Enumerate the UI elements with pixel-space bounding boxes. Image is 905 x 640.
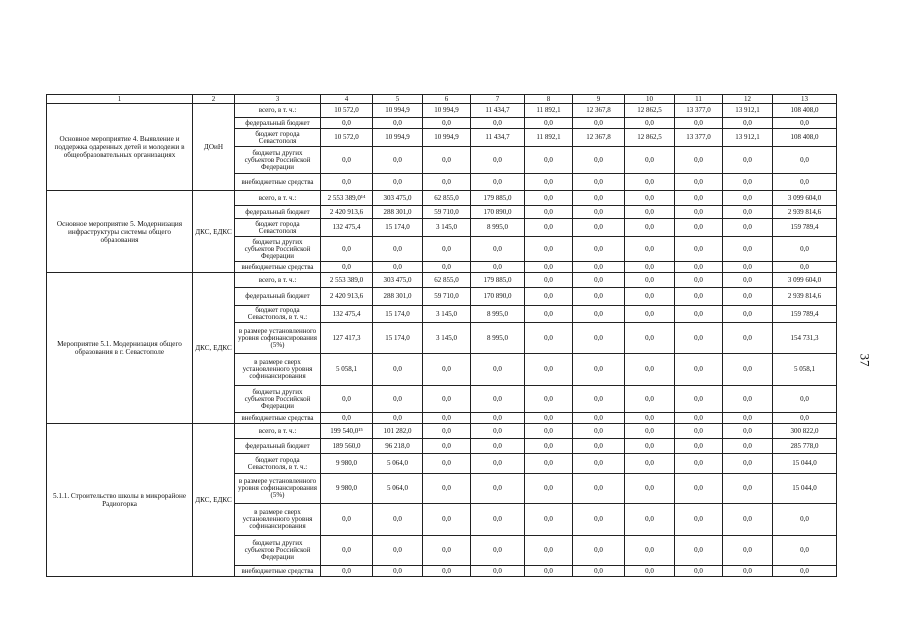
value-cell: 0,0: [625, 306, 675, 323]
value-cell: 0,0: [625, 566, 675, 577]
value-cell: 0,0: [573, 536, 625, 566]
value-cell: 0,0: [573, 439, 625, 454]
value-cell: 0,0: [525, 454, 573, 474]
total-value-cell: 0,0: [773, 536, 837, 566]
total-value-cell: 0,0: [773, 118, 837, 129]
total-value-cell: 15 044,0: [773, 454, 837, 474]
value-cell: 0,0: [525, 354, 573, 386]
value-cell: 0,0: [471, 474, 525, 504]
value-cell: 132 475,4: [321, 306, 373, 323]
value-cell: 0,0: [423, 566, 471, 577]
value-cell: 11 892,1: [525, 104, 573, 118]
value-cell: 0,0: [625, 147, 675, 174]
funding-source-label: бюджеты других субъектов Российской Федерации: [235, 536, 321, 566]
value-cell: 0,0: [675, 147, 723, 174]
value-cell: 0,0: [723, 174, 773, 191]
value-cell: 0,0: [525, 306, 573, 323]
total-value-cell: 3 099 604,0: [773, 273, 837, 288]
value-cell: 11 892,1: [525, 129, 573, 147]
total-value-cell: 108 408,0: [773, 129, 837, 147]
value-cell: 0,0: [423, 262, 471, 273]
value-cell: 0,0: [525, 118, 573, 129]
column-number-header: 2: [193, 95, 235, 104]
value-cell: 0,0: [675, 439, 723, 454]
value-cell: 0,0: [723, 474, 773, 504]
value-cell: 0,0: [675, 237, 723, 262]
value-cell: 59 710,0: [423, 288, 471, 306]
value-cell: 0,0: [675, 566, 723, 577]
value-cell: 0,0: [723, 306, 773, 323]
column-number-header: 3: [235, 95, 321, 104]
value-cell: 0,0: [423, 439, 471, 454]
column-number-header: 11: [675, 95, 723, 104]
value-cell: 0,0: [625, 386, 675, 413]
funding-source-label: внебюджетные средства: [235, 174, 321, 191]
value-cell: 0,0: [471, 386, 525, 413]
value-cell: 0,0: [321, 386, 373, 413]
value-cell: 0,0: [423, 536, 471, 566]
value-cell: 0,0: [625, 288, 675, 306]
value-cell: 0,0: [625, 413, 675, 424]
value-cell: 0,0: [573, 174, 625, 191]
activity-name: 5.1.1. Строительство школы в микрорайоне Радиогорка: [47, 424, 193, 577]
value-cell: 0,0: [723, 439, 773, 454]
value-cell: 0,0: [471, 118, 525, 129]
value-cell: 0,0: [321, 413, 373, 424]
value-cell: 0,0: [723, 191, 773, 206]
budget-table-container: [46, 94, 836, 577]
value-cell: 0,0: [525, 262, 573, 273]
value-cell: 0,0: [573, 474, 625, 504]
value-cell: 0,0: [675, 504, 723, 536]
value-cell: 0,0: [471, 413, 525, 424]
value-cell: 0,0: [675, 536, 723, 566]
value-cell: 2 420 913,6: [321, 206, 373, 219]
value-cell: 8 995,0: [471, 306, 525, 323]
funding-source-label: бюджеты других субъектов Российской Федерации: [235, 147, 321, 174]
funding-source-label: бюджет города Севастополя, в т. ч.:: [235, 454, 321, 474]
value-cell: 0,0: [573, 354, 625, 386]
value-cell: 0,0: [625, 219, 675, 237]
total-value-cell: 300 822,0: [773, 424, 837, 439]
value-cell: 0,0: [625, 273, 675, 288]
value-cell: 0,0: [723, 323, 773, 354]
total-value-cell: 0,0: [773, 413, 837, 424]
value-cell: 0,0: [471, 237, 525, 262]
funding-source-label: бюджет города Севастополя: [235, 219, 321, 237]
total-value-cell: 3 099 604,0: [773, 191, 837, 206]
total-value-cell: 15 044,0: [773, 474, 837, 504]
total-value-cell: 5 058,1: [773, 354, 837, 386]
value-cell: 0,0: [675, 273, 723, 288]
value-cell: 0,0: [525, 536, 573, 566]
value-cell: 0,0: [525, 474, 573, 504]
value-cell: 170 890,0: [471, 288, 525, 306]
value-cell: 0,0: [625, 206, 675, 219]
value-cell: 0,0: [573, 386, 625, 413]
total-value-cell: 2 939 814,6: [773, 288, 837, 306]
value-cell: 0,0: [525, 439, 573, 454]
value-cell: 0,0: [373, 504, 423, 536]
column-number-header: 10: [625, 95, 675, 104]
column-number-header: 7: [471, 95, 525, 104]
value-cell: 0,0: [675, 323, 723, 354]
value-cell: 9 980,0: [321, 474, 373, 504]
total-value-cell: 0,0: [773, 504, 837, 536]
column-number-header: 12: [723, 95, 773, 104]
value-cell: 0,0: [423, 147, 471, 174]
value-cell: 132 475,4: [321, 219, 373, 237]
executor-cell: ДКС, ЕДКС: [193, 191, 235, 273]
value-cell: 0,0: [625, 536, 675, 566]
value-cell: 0,0: [675, 288, 723, 306]
value-cell: 0,0: [625, 323, 675, 354]
value-cell: 0,0: [675, 386, 723, 413]
value-cell: 5 058,1: [321, 354, 373, 386]
value-cell: 0,0: [373, 536, 423, 566]
value-cell: 0,0: [723, 424, 773, 439]
value-cell: 15 174,0: [373, 306, 423, 323]
value-cell: 0,0: [573, 262, 625, 273]
funding-source-label: всего, в т. ч.:: [235, 273, 321, 288]
value-cell: 0,0: [723, 273, 773, 288]
value-cell: 0,0: [625, 118, 675, 129]
value-cell: 0,0: [675, 262, 723, 273]
funding-source-label: в размере сверх установленного уровня софинансирования: [235, 504, 321, 536]
funding-source-label: федеральный бюджет: [235, 439, 321, 454]
value-cell: 0,0: [625, 237, 675, 262]
value-cell: 0,0: [423, 424, 471, 439]
funding-source-label: всего, в т. ч.:: [235, 104, 321, 118]
value-cell: 0,0: [675, 424, 723, 439]
value-cell: 0,0: [675, 306, 723, 323]
total-value-cell: 0,0: [773, 386, 837, 413]
value-cell: 2 553 389,0: [321, 273, 373, 288]
value-cell: 0,0: [675, 474, 723, 504]
value-cell: 10 994,9: [423, 104, 471, 118]
value-cell: 0,0: [573, 413, 625, 424]
value-cell: 11 434,7: [471, 104, 525, 118]
total-value-cell: 159 789,4: [773, 219, 837, 237]
value-cell: 15 174,0: [373, 323, 423, 354]
value-cell: 0,0: [373, 386, 423, 413]
budget-table-body: [47, 95, 837, 577]
table-row: [47, 273, 837, 288]
total-value-cell: 108 408,0: [773, 104, 837, 118]
value-cell: 0,0: [573, 288, 625, 306]
value-cell: 179 885,0: [471, 273, 525, 288]
value-cell: 9 980,0: [321, 454, 373, 474]
value-cell: 96 218,0: [373, 439, 423, 454]
total-value-cell: 0,0: [773, 566, 837, 577]
value-cell: 288 301,0: [373, 288, 423, 306]
column-number-header: 8: [525, 95, 573, 104]
value-cell: 0,0: [525, 413, 573, 424]
value-cell: 0,0: [625, 439, 675, 454]
total-value-cell: 2 939 814,6: [773, 206, 837, 219]
value-cell: 0,0: [723, 504, 773, 536]
column-number-header: 6: [423, 95, 471, 104]
value-cell: 0,0: [525, 174, 573, 191]
value-cell: 303 475,0: [373, 191, 423, 206]
value-cell: 0,0: [675, 354, 723, 386]
funding-source-label: федеральный бюджет: [235, 288, 321, 306]
value-cell: 0,0: [625, 474, 675, 504]
value-cell: 0,0: [675, 206, 723, 219]
total-value-cell: 0,0: [773, 237, 837, 262]
value-cell: 10 572,0: [321, 104, 373, 118]
funding-source-label: всего, в т. ч.:: [235, 424, 321, 439]
value-cell: 12 862,5: [625, 104, 675, 118]
value-cell: 0,0: [373, 413, 423, 424]
value-cell: 0,0: [723, 118, 773, 129]
value-cell: 3 145,0: [423, 323, 471, 354]
value-cell: 0,0: [525, 219, 573, 237]
value-cell: 0,0: [625, 262, 675, 273]
column-number-header: 1: [47, 95, 193, 104]
funding-source-label: в размере установленного уровня софинансирования (5%): [235, 323, 321, 354]
value-cell: 0,0: [373, 237, 423, 262]
value-cell: 0,0: [471, 147, 525, 174]
value-cell: 0,0: [723, 354, 773, 386]
value-cell: 0,0: [321, 566, 373, 577]
value-cell: 0,0: [373, 262, 423, 273]
value-cell: 3 145,0: [423, 306, 471, 323]
funding-source-label: внебюджетные средства: [235, 566, 321, 577]
total-value-cell: 0,0: [773, 174, 837, 191]
value-cell: 179 885,0: [471, 191, 525, 206]
value-cell: 0,0: [625, 191, 675, 206]
value-cell: 0,0: [573, 118, 625, 129]
value-cell: 15 174,0: [373, 219, 423, 237]
total-value-cell: 154 731,3: [773, 323, 837, 354]
value-cell: 8 995,0: [471, 323, 525, 354]
value-cell: 0,0: [573, 306, 625, 323]
value-cell: 0,0: [723, 288, 773, 306]
executor-cell: ДОиН: [193, 104, 235, 191]
value-cell: 0,0: [723, 536, 773, 566]
value-cell: 0,0: [321, 504, 373, 536]
value-cell: 8 995,0: [471, 219, 525, 237]
value-cell: 0,0: [321, 118, 373, 129]
funding-source-label: бюджет города Севастополя, в т. ч.:: [235, 306, 321, 323]
executor-cell: ДКС, ЕДКС: [193, 273, 235, 424]
value-cell: 12 862,5: [625, 129, 675, 147]
total-value-cell: 159 789,4: [773, 306, 837, 323]
funding-source-label: федеральный бюджет: [235, 118, 321, 129]
value-cell: 0,0: [471, 566, 525, 577]
value-cell: 0,0: [573, 237, 625, 262]
value-cell: 0,0: [625, 504, 675, 536]
value-cell: 0,0: [625, 454, 675, 474]
page-number: 37: [857, 353, 873, 367]
value-cell: 0,0: [525, 273, 573, 288]
value-cell: 0,0: [321, 262, 373, 273]
value-cell: 101 282,0: [373, 424, 423, 439]
value-cell: 127 417,3: [321, 323, 373, 354]
value-cell: 0,0: [723, 219, 773, 237]
value-cell: 5 064,0: [373, 474, 423, 504]
value-cell: 0,0: [573, 147, 625, 174]
value-cell: 2 420 913,6: [321, 288, 373, 306]
value-cell: 303 475,0: [373, 273, 423, 288]
value-cell: 0,0: [723, 413, 773, 424]
value-cell: 0,0: [525, 288, 573, 306]
value-cell: 0,0: [471, 174, 525, 191]
value-cell: 10 994,9: [423, 129, 471, 147]
value-cell: 0,0: [723, 206, 773, 219]
value-cell: 0,0: [321, 237, 373, 262]
value-cell: 0,0: [525, 323, 573, 354]
value-cell: 0,0: [723, 237, 773, 262]
value-cell: 0,0: [573, 191, 625, 206]
value-cell: 0,0: [723, 147, 773, 174]
value-cell: 0,0: [525, 424, 573, 439]
value-cell: 0,0: [423, 474, 471, 504]
funding-source-label: бюджеты других субъектов Российской Федерации: [235, 386, 321, 413]
value-cell: 0,0: [723, 454, 773, 474]
table-row: [47, 104, 837, 118]
value-cell: 0,0: [423, 118, 471, 129]
value-cell: 0,0: [723, 262, 773, 273]
column-number-header: 4: [321, 95, 373, 104]
value-cell: 0,0: [573, 504, 625, 536]
activity-name: Мероприятие 5.1. Модернизация общего образования в г. Севастополе: [47, 273, 193, 424]
value-cell: 0,0: [723, 566, 773, 577]
table-row: [47, 191, 837, 206]
value-cell: 59 710,0: [423, 206, 471, 219]
table-row: [47, 424, 837, 439]
value-cell: 0,0: [675, 118, 723, 129]
value-cell: 0,0: [675, 219, 723, 237]
total-value-cell: 0,0: [773, 147, 837, 174]
value-cell: 10 572,0: [321, 129, 373, 147]
value-cell: 0,0: [525, 566, 573, 577]
value-cell: 2 553 389,0¹⁴: [321, 191, 373, 206]
value-cell: 0,0: [423, 454, 471, 474]
value-cell: 0,0: [625, 424, 675, 439]
funding-source-label: всего, в т. ч.:: [235, 191, 321, 206]
value-cell: 62 855,0: [423, 273, 471, 288]
value-cell: 0,0: [373, 174, 423, 191]
value-cell: 0,0: [423, 386, 471, 413]
executor-cell: ДКС, ЕДКС: [193, 424, 235, 577]
value-cell: 11 434,7: [471, 129, 525, 147]
value-cell: 199 540,0¹⁵: [321, 424, 373, 439]
value-cell: 0,0: [525, 237, 573, 262]
value-cell: 189 560,0: [321, 439, 373, 454]
value-cell: 0,0: [471, 262, 525, 273]
funding-source-label: бюджет города Севастополя: [235, 129, 321, 147]
value-cell: 0,0: [525, 386, 573, 413]
value-cell: 0,0: [471, 439, 525, 454]
activity-name: Основное мероприятие 5. Модернизация инфраструктуры системы общего образования: [47, 191, 193, 273]
value-cell: 5 064,0: [373, 454, 423, 474]
value-cell: 13 377,0: [675, 129, 723, 147]
value-cell: 0,0: [525, 206, 573, 219]
value-cell: 0,0: [373, 566, 423, 577]
value-cell: 0,0: [321, 536, 373, 566]
funding-source-label: федеральный бюджет: [235, 206, 321, 219]
value-cell: 0,0: [471, 424, 525, 439]
value-cell: 0,0: [675, 174, 723, 191]
value-cell: 12 367,8: [573, 104, 625, 118]
value-cell: 0,0: [373, 147, 423, 174]
value-cell: 0,0: [373, 118, 423, 129]
value-cell: 13 377,0: [675, 104, 723, 118]
value-cell: 0,0: [373, 354, 423, 386]
value-cell: 13 912,1: [723, 104, 773, 118]
funding-source-label: бюджеты других субъектов Российской Федерации: [235, 237, 321, 262]
value-cell: 10 994,9: [373, 129, 423, 147]
value-cell: 0,0: [423, 237, 471, 262]
value-cell: 0,0: [675, 454, 723, 474]
value-cell: 0,0: [471, 536, 525, 566]
value-cell: 12 367,8: [573, 129, 625, 147]
funding-source-label: в размере установленного уровня софинансирования (5%): [235, 474, 321, 504]
value-cell: 0,0: [525, 147, 573, 174]
value-cell: 10 994,9: [373, 104, 423, 118]
funding-source-label: внебюджетные средства: [235, 413, 321, 424]
value-cell: 0,0: [723, 386, 773, 413]
value-cell: 0,0: [675, 191, 723, 206]
value-cell: 288 301,0: [373, 206, 423, 219]
activity-name: Основное мероприятие 4. Выявление и поддержка одаренных детей и молодежи в общеобразовательных организациях: [47, 104, 193, 191]
value-cell: 0,0: [423, 174, 471, 191]
value-cell: 0,0: [573, 206, 625, 219]
value-cell: 13 912,1: [723, 129, 773, 147]
value-cell: 0,0: [321, 147, 373, 174]
column-number-header: 13: [773, 95, 837, 104]
value-cell: 0,0: [573, 424, 625, 439]
value-cell: 0,0: [625, 174, 675, 191]
column-number-header: 5: [373, 95, 423, 104]
total-value-cell: 285 778,0: [773, 439, 837, 454]
value-cell: 0,0: [471, 504, 525, 536]
value-cell: 0,0: [625, 354, 675, 386]
funding-source-label: внебюджетные средства: [235, 262, 321, 273]
value-cell: 0,0: [423, 504, 471, 536]
value-cell: 0,0: [675, 413, 723, 424]
header-row: [47, 95, 837, 104]
value-cell: 0,0: [525, 191, 573, 206]
value-cell: 0,0: [573, 566, 625, 577]
value-cell: 0,0: [471, 454, 525, 474]
value-cell: 62 855,0: [423, 191, 471, 206]
value-cell: 0,0: [573, 454, 625, 474]
value-cell: 0,0: [321, 174, 373, 191]
value-cell: 0,0: [525, 504, 573, 536]
column-number-header: 9: [573, 95, 625, 104]
value-cell: 0,0: [423, 354, 471, 386]
value-cell: 0,0: [423, 413, 471, 424]
total-value-cell: 0,0: [773, 262, 837, 273]
value-cell: 0,0: [573, 219, 625, 237]
value-cell: 0,0: [573, 273, 625, 288]
value-cell: 0,0: [573, 323, 625, 354]
value-cell: 170 890,0: [471, 206, 525, 219]
budget-table: [46, 94, 837, 577]
value-cell: 3 145,0: [423, 219, 471, 237]
funding-source-label: в размере сверх установленного уровня софинансирования: [235, 354, 321, 386]
value-cell: 0,0: [471, 354, 525, 386]
